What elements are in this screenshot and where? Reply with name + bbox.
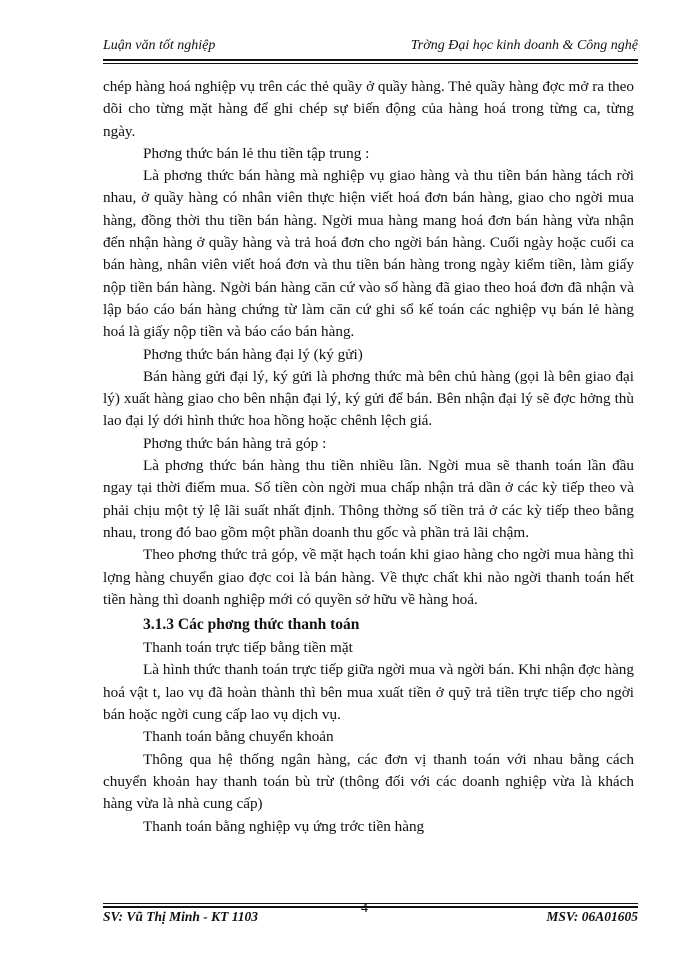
header-thesis-label: Luận văn tốt nghiệp [103, 38, 216, 53]
paragraph-installment: Là phơng thức bán hàng thu tiền nhiều lần. Ngời mua sẽ thanh toán lần đầu ngay tại thời điểm mua. Số tiền còn ngời mua chấp nhận trả dần ở các kỳ tiếp theo và phải chịu một tỷ lệ lãi suất nhất định. Thông thờng số tiền trả ở các kỳ tiếp theo bằng nhau, trong đó bao gồm một phần doanh thu gốc và phần trả lãi chậm. [103, 457, 634, 541]
subheading-installment: Phơng thức bán hàng trả góp : [143, 434, 327, 452]
subheading-cash-payment: Thanh toán trực tiếp bằng tiền mặt [143, 639, 353, 657]
footer-student: SV: Vũ Thị Minh - KT 1103 [103, 909, 259, 924]
header-university: Trờng Đại học kinh doanh & Công nghệ [410, 38, 638, 53]
header-rule-thick [103, 59, 638, 61]
footer-rule-thin [103, 903, 638, 904]
subheading-transfer-payment: Thanh toán bằng chuyển khoản [143, 728, 334, 746]
paragraph-cash-payment: Là hình thức thanh toán trực tiếp giữa ngời mua và ngời bán. Khi nhận đợc hàng hoá vật t, lao vụ đã hoàn thành thì bên mua xuất tiền ở quỹ trả tiền trực tiếp cho ngời bán hoặc ngời cung cấp lao vụ dịch vụ. [103, 661, 634, 724]
section-heading-payment-methods: 3.1.3 Các phơng thức thanh toán [143, 616, 360, 634]
subheading-advance-payment: Thanh toán bằng nghiệp vụ ứng trớc tiền hàng [143, 817, 425, 835]
page-number: 4 [361, 901, 368, 916]
paragraph-installment-accounting: Theo phơng thức trả góp, về mặt hạch toán khi giao hàng cho ngời mua hàng thì lợng hàng chuyển giao đợc coi là bán hàng. Về thực chất khi nào ngời thanh toán hết tiền hàng thì doanh nghiệp mới có quyền sở hữu về hàng hoá. [103, 546, 634, 608]
paragraph-retail-centralized: Là phơng thức bán hàng mà nghiệp vụ giao hàng và thu tiền bán hàng tách rời nhau, ở quầy hàng có nhân viên thực hiện viết hoá đơn bán hàng, giao cho ngời mua hàng, đồng thời thu tiền bán hàng. Ngời mua hàng mang hoá đơn bán hàng vừa nhận đến nhận hàng ở quầy hàng và trả hoá đơn cho ngời bán hàng. Cuối ngày hoặc cuối ca bán hàng, nhân viên viết hoá đơn và thu tiền bán hàng trong ngày kiểm tiền, làm giấy nộp tiền bán hàng. Ngời bán hàng căn cứ vào số hàng đã giao theo hoá đơn đã nhận và lập báo cáo bán hàng chứng từ làm căn cứ ghi sổ kế toán các nghiệp vụ bán lẻ hàng hoá là giấy nộp tiền và báo cáo bán hàng. [103, 167, 634, 341]
subheading-retail-centralized: Phơng thức bán lẻ thu tiền tập trung : [143, 144, 370, 162]
header-rule-thin [103, 63, 638, 64]
subheading-agency-sales: Phơng thức bán hàng đại lý (ký gửi) [143, 345, 363, 363]
paragraph-transfer-payment: Thông qua hệ thống ngân hàng, các đơn vị thanh toán với nhau bằng cách chuyển khoản hay thanh toán bù trừ (thông đối với các doanh nghiệp vừa là khách hàng vừa là nhà cung cấp) [103, 750, 634, 813]
paragraph-continued: chép hàng hoá nghiệp vụ trên các thẻ quầy ở quầy hàng. Thẻ quầy hàng đợc mở ra theo dõi cho từng mặt hàng để ghi chép sự biến động của hàng hoá trong từng ca, từng ngày. [103, 78, 634, 140]
page-header [103, 38, 638, 60]
paragraph-agency-sales: Bán hàng gửi đại lý, ký gửi là phơng thức mà bên chủ hàng (gọi là bên giao đại lý) xuất hàng giao cho bên nhận đại lý, ký gửi để bán. Bên nhận đại lý sẽ đợc hởng thù lao đại lý dới hình thức hoa hồng hoặc chênh lệch giá. [103, 367, 634, 430]
page-footer [103, 901, 638, 926]
footer-student-id: MSV: 06A01605 [546, 909, 638, 924]
page-body [103, 76, 634, 838]
